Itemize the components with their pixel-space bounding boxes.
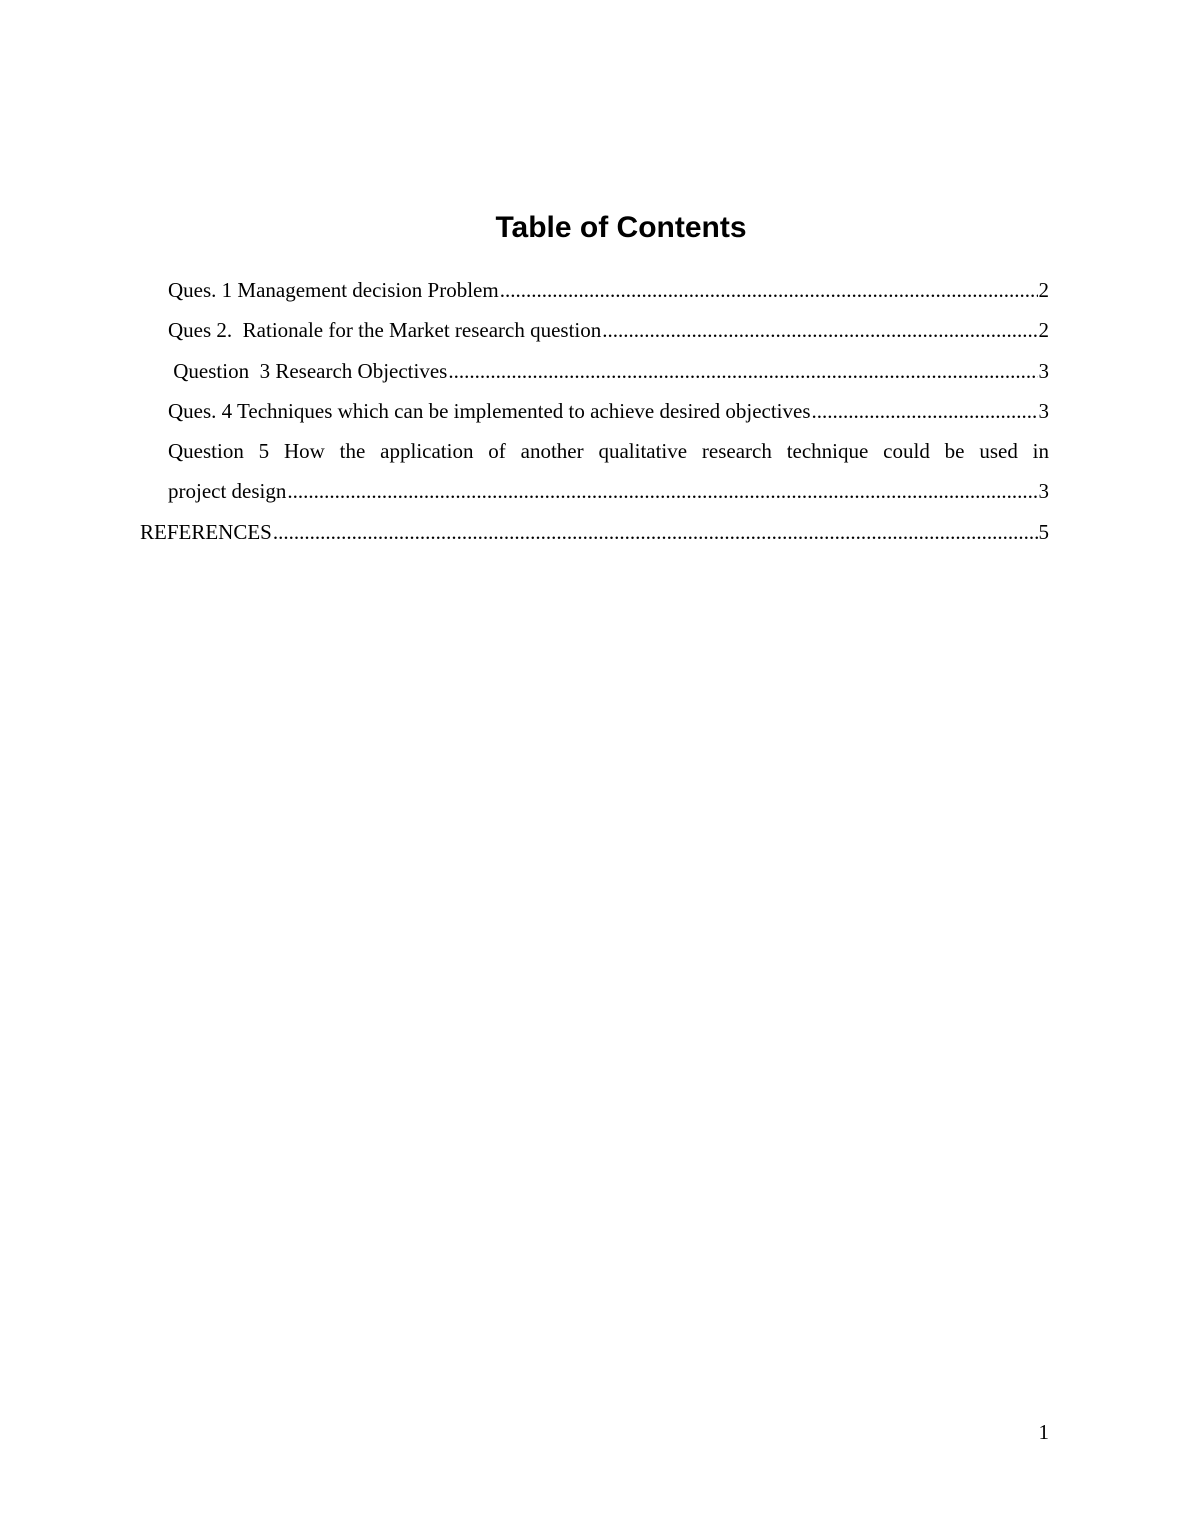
toc-dot-leader xyxy=(287,471,1037,511)
toc-entry-references[interactable] xyxy=(140,512,1049,552)
toc-entry-ques-4[interactable] xyxy=(140,391,1049,431)
toc-page-number: 5 xyxy=(1038,519,1049,544)
toc-entry-last-line xyxy=(168,471,1049,511)
toc-dot-leader xyxy=(273,512,1038,552)
toc-entry-text-line2: project design xyxy=(168,479,287,504)
toc-dot-leader xyxy=(448,351,1037,391)
toc-dot-leader xyxy=(602,310,1037,350)
toc-dot-leader xyxy=(500,270,1038,310)
toc-page-number: 3 xyxy=(1038,479,1049,504)
toc-entry-text: Ques 2. Rationale for the Market research question xyxy=(168,318,602,343)
toc-title: Table of Contents xyxy=(495,211,747,244)
toc-entry-text: Ques. 4 Techniques which can be implemented to achieve desired objectives xyxy=(168,398,811,423)
toc-page-number: 3 xyxy=(1038,398,1049,423)
toc-entry-text: REFERENCES xyxy=(140,519,272,544)
toc-entry-text: Ques. 1 Management decision Problem xyxy=(168,278,499,302)
toc-entry-text: Question 3 Research Objectives xyxy=(168,358,448,383)
toc-page-number: 3 xyxy=(1038,358,1049,383)
table-of-contents xyxy=(140,270,1049,552)
toc-entry-ques-1[interactable] xyxy=(140,270,1049,310)
page-number: 1 xyxy=(1038,1420,1049,1444)
toc-entry-ques-2[interactable] xyxy=(140,310,1049,350)
toc-entry-question-3[interactable] xyxy=(140,351,1049,391)
toc-dot-leader xyxy=(812,391,1038,431)
toc-entry-question-5[interactable] xyxy=(140,431,1049,512)
toc-page-number: 2 xyxy=(1038,318,1049,343)
toc-entry-text-line1: Question 5 How the application of another qualitative research technique could be used in xyxy=(168,439,1049,464)
toc-page-number: 2 xyxy=(1038,278,1049,302)
